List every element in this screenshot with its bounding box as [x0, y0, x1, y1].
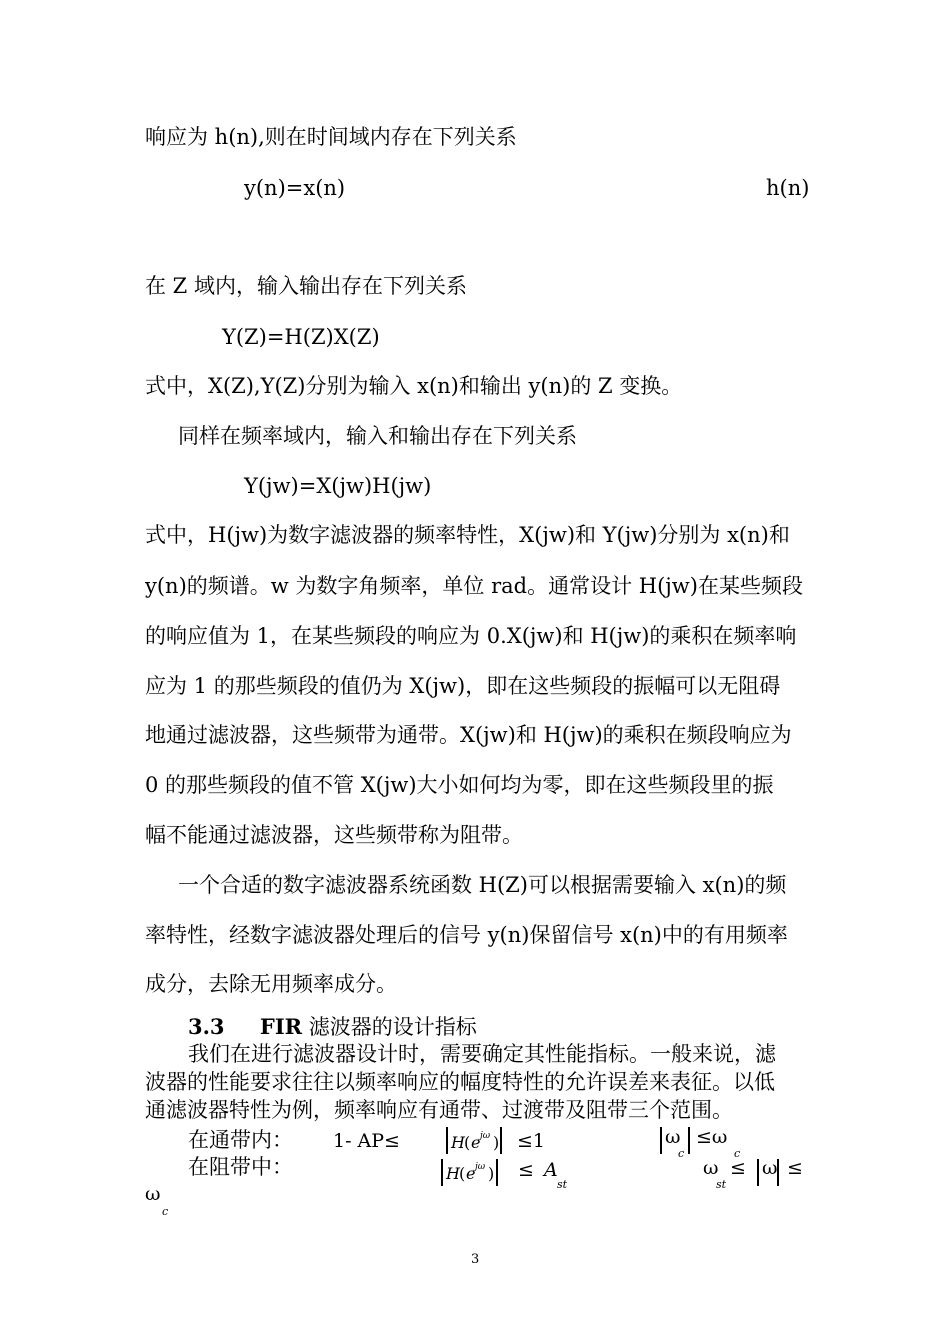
passband-lower-bound: 1- AP≤	[333, 1130, 400, 1152]
equation-frequency-domain: Y(jw)=X(jw)H(jw)	[244, 474, 432, 498]
paragraph-line: 式中，H(jw)为数字滤波器的频率特性，X(jw)和 Y(jw)分别为 x(n)和	[145, 523, 790, 547]
paragraph-line: 地通过滤波器，这些频带为通带。X(jw)和 H(jw)的乘积在频段响应为	[145, 723, 792, 747]
subscript-c: c	[678, 1147, 685, 1160]
subscript-c: c	[162, 1205, 169, 1218]
abs-bar-left	[446, 1127, 448, 1154]
subscript-c: c	[734, 1147, 741, 1160]
omega-symbol: ω	[665, 1126, 681, 1148]
abs-bar-right	[496, 1159, 498, 1186]
paragraph-line: 率特性，经数字滤波器处理后的信号 y(n)保留信号 x(n)中的有用频率	[145, 923, 788, 947]
stopband-attenuation-a: A	[544, 1159, 558, 1181]
text-line: 在 Z 域内，输入输出存在下列关系	[145, 274, 467, 298]
abs-bar-left	[757, 1159, 759, 1186]
paren-open: (	[464, 1133, 471, 1152]
paragraph-line: 我们在进行滤波器设计时，需要确定其性能指标。一般来说，滤	[188, 1042, 776, 1066]
equation-z-domain: Y(Z)=H(Z)X(Z)	[222, 325, 380, 349]
transfer-function-h: H	[446, 1164, 460, 1183]
base-e: e	[471, 1133, 481, 1152]
paren-close: )	[488, 1164, 495, 1183]
abs-bar-right	[688, 1127, 690, 1154]
stopband-label: 在阻带中：	[188, 1155, 293, 1179]
omega-symbol: ω	[762, 1157, 778, 1179]
passband-label: 在通带内：	[188, 1128, 293, 1152]
le-symbol: ≤	[787, 1157, 803, 1179]
section-title-fir: FIR	[259, 1014, 303, 1039]
paragraph-line: 应为 1 的那些频段的值仍为 X(jw)，即在这些频段的振幅可以无阻碍	[145, 674, 781, 698]
le-symbol: ≤	[518, 1159, 534, 1181]
text-line: 同样在频率域内，输入和输出存在下列关系	[178, 424, 577, 448]
omega-symbol: ω	[703, 1157, 719, 1179]
exponent-jw: jω	[480, 1131, 491, 1141]
transfer-function-h: H	[451, 1133, 465, 1152]
subscript-st: st	[716, 1178, 727, 1191]
base-e: e	[466, 1164, 476, 1183]
equation-time-domain-left: y(n)=x(n)	[244, 176, 346, 200]
paragraph-line: 通滤波器特性为例，频率响应有通带、过渡带及阻带三个范围。	[145, 1098, 733, 1122]
abs-bar-right	[500, 1127, 502, 1154]
abs-bar-left	[441, 1159, 443, 1186]
paragraph-line: 0 的那些频段的值不管 X(jw)大小如何均为零，即在这些频段里的振	[145, 773, 774, 797]
text-line: 响应为 h(n),则在时间域内存在下列关系	[145, 125, 517, 149]
paragraph-line: y(n)的频谱。w 为数字角频率，单位 rad。通常设计 H(jw)在某些频段	[145, 574, 803, 598]
text-line: 式中，X(Z),Y(Z)分别为输入 x(n)和输出 y(n)的 Z 变换。	[145, 374, 683, 398]
section-title: 滤波器的设计指标	[302, 1015, 477, 1039]
passband-omega-c: ≤ω	[696, 1126, 728, 1148]
abs-bar-right	[777, 1159, 779, 1186]
paragraph-line: 幅不能通过滤波器，这些频带称为阻带。	[145, 823, 523, 847]
paragraph-line: 的响应值为 1，在某些频段的响应为 0.X(jw)和 H(jw)的乘积在频率响	[145, 624, 797, 648]
passband-upper-bound: ≤1	[517, 1130, 546, 1152]
paragraph-line: 波器的性能要求往往以频率响应的幅度特性的允许误差来表征。以低	[145, 1070, 775, 1094]
page-number: 3	[471, 1252, 480, 1267]
subscript-st: st	[557, 1178, 568, 1191]
omega-symbol: ω	[145, 1183, 161, 1205]
paragraph-line: 成分，去除无用频率成分。	[145, 972, 397, 996]
paren-open: (	[459, 1164, 466, 1183]
le-symbol: ≤	[730, 1157, 746, 1179]
paragraph-line: 一个合适的数字滤波器系统函数 H(Z)可以根据需要输入 x(n)的频	[178, 873, 787, 897]
paren-close: )	[493, 1133, 500, 1152]
section-heading	[188, 1016, 477, 1038]
equation-time-domain-right: h(n)	[766, 176, 810, 200]
abs-bar-left	[660, 1127, 662, 1154]
section-number: 3.3	[188, 1014, 225, 1039]
exponent-jw: jω	[475, 1162, 486, 1172]
